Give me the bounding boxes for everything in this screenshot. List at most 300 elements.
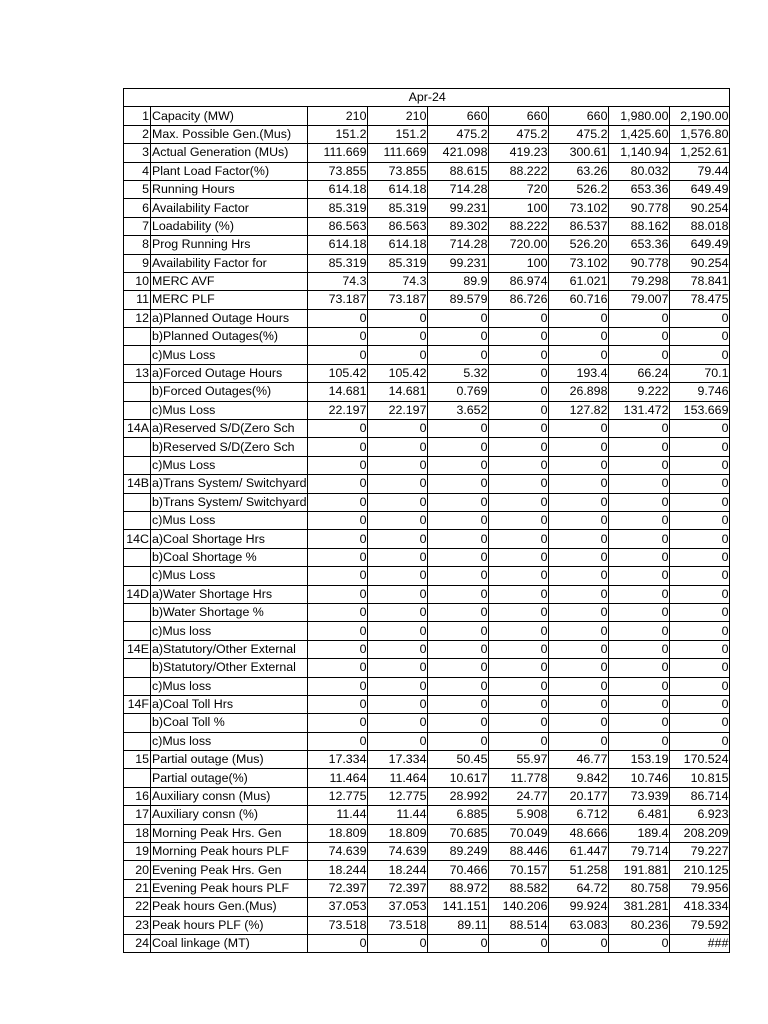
value-cell: 9.842 — [549, 769, 609, 787]
table-row — [124, 456, 730, 474]
row-number-cell: 24 — [124, 934, 151, 952]
value-cell: 0 — [308, 548, 368, 566]
value-cell: 0 — [670, 309, 730, 327]
value-cell: 18.809 — [368, 824, 428, 842]
value-cell: 0 — [609, 511, 670, 529]
value-cell: 0 — [428, 438, 489, 456]
row-label-cell: a)Coal Toll Hrs — [151, 695, 308, 713]
table-row — [124, 236, 730, 254]
value-cell: 0 — [489, 420, 549, 438]
row-number-cell — [124, 346, 151, 364]
value-cell: 0 — [670, 659, 730, 677]
row-label-cell: b)Water Shortage % — [151, 603, 308, 621]
table-row — [124, 530, 730, 548]
value-cell: 6.481 — [609, 806, 670, 824]
value-cell: 0 — [368, 475, 428, 493]
value-cell: 0 — [368, 530, 428, 548]
row-label-cell: Availability Factor — [151, 199, 308, 217]
row-number-cell: 23 — [124, 916, 151, 934]
value-cell: 85.319 — [308, 254, 368, 272]
value-cell: 11.778 — [489, 769, 549, 787]
value-cell: 714.28 — [428, 180, 489, 198]
value-cell: 0 — [308, 585, 368, 603]
value-cell: 0 — [670, 732, 730, 750]
value-cell: 0 — [670, 328, 730, 346]
value-cell: 0 — [308, 603, 368, 621]
value-cell: 0 — [368, 328, 428, 346]
row-label-cell: Availability Factor for — [151, 254, 308, 272]
value-cell: 0 — [670, 603, 730, 621]
value-cell: 0 — [609, 622, 670, 640]
value-cell: 0 — [489, 530, 549, 548]
table-row — [124, 603, 730, 621]
value-cell: 88.222 — [489, 162, 549, 180]
value-cell: 0 — [368, 603, 428, 621]
row-label-cell: Actual Generation (MUs) — [151, 144, 308, 162]
row-label-cell: b)Reserved S/D(Zero Sch — [151, 438, 308, 456]
value-cell: 0 — [489, 640, 549, 658]
value-cell: 86.714 — [670, 787, 730, 805]
value-cell: 60.716 — [549, 291, 609, 309]
value-cell: 90.254 — [670, 199, 730, 217]
value-cell: 22.197 — [368, 401, 428, 419]
value-cell: 614.18 — [308, 180, 368, 198]
value-cell: 78.841 — [670, 272, 730, 290]
value-cell: 0 — [428, 695, 489, 713]
value-cell: 0 — [308, 640, 368, 658]
value-cell: 0 — [489, 548, 549, 566]
value-cell: 80.236 — [609, 916, 670, 934]
value-cell: 0 — [609, 420, 670, 438]
value-cell: 0 — [609, 548, 670, 566]
value-cell: 0 — [368, 438, 428, 456]
value-cell: 89.579 — [428, 291, 489, 309]
value-cell: 50.45 — [428, 751, 489, 769]
row-label-cell: b)Coal Toll % — [151, 714, 308, 732]
value-cell: 0 — [609, 346, 670, 364]
value-cell: 0 — [489, 659, 549, 677]
table-row — [124, 328, 730, 346]
value-cell: 0 — [368, 346, 428, 364]
value-cell: 88.582 — [489, 879, 549, 897]
row-number-cell: 7 — [124, 217, 151, 235]
value-cell: 105.42 — [308, 364, 368, 382]
value-cell: 9.746 — [670, 383, 730, 401]
value-cell: 86.563 — [368, 217, 428, 235]
row-label-cell: a)Water Shortage Hrs — [151, 585, 308, 603]
value-cell: 73.855 — [308, 162, 368, 180]
row-number-cell: 22 — [124, 898, 151, 916]
row-label-cell: Running Hours — [151, 180, 308, 198]
value-cell: 86.974 — [489, 272, 549, 290]
value-cell: 99.231 — [428, 254, 489, 272]
value-cell: 18.244 — [368, 861, 428, 879]
table-row — [124, 291, 730, 309]
value-cell: 0 — [670, 567, 730, 585]
value-cell: 0 — [489, 677, 549, 695]
value-cell: 0 — [549, 622, 609, 640]
value-cell: 14.681 — [308, 383, 368, 401]
value-cell: 0 — [609, 603, 670, 621]
table-row — [124, 107, 730, 125]
value-cell: 63.083 — [549, 916, 609, 934]
row-number-cell: 14D — [124, 585, 151, 603]
value-cell: 0 — [549, 346, 609, 364]
value-cell: 0 — [609, 475, 670, 493]
value-cell: 0 — [489, 585, 549, 603]
value-cell: 0 — [428, 346, 489, 364]
value-cell: 79.714 — [609, 843, 670, 861]
value-cell: 72.397 — [368, 879, 428, 897]
table-row — [124, 879, 730, 897]
row-number-cell: 10 — [124, 272, 151, 290]
row-number-cell: 11 — [124, 291, 151, 309]
value-cell: 0 — [308, 346, 368, 364]
value-cell: 0 — [549, 309, 609, 327]
value-cell: 18.244 — [308, 861, 368, 879]
table-row — [124, 180, 730, 198]
value-cell: 0 — [609, 493, 670, 511]
row-label-cell: Evening Peak Hrs. Gen — [151, 861, 308, 879]
table-row — [124, 714, 730, 732]
table-row — [124, 217, 730, 235]
row-number-cell: 15 — [124, 751, 151, 769]
value-cell: 0 — [549, 585, 609, 603]
table-row — [124, 309, 730, 327]
value-cell: 2,190.00 — [670, 107, 730, 125]
value-cell: 61.447 — [549, 843, 609, 861]
value-cell: 0 — [489, 346, 549, 364]
value-cell: 526.20 — [549, 236, 609, 254]
value-cell: 0 — [609, 456, 670, 474]
value-cell: ### — [670, 934, 730, 952]
value-cell: 0 — [670, 622, 730, 640]
value-cell: 70.466 — [428, 861, 489, 879]
value-cell: 0 — [549, 328, 609, 346]
value-cell: 70.157 — [489, 861, 549, 879]
value-cell: 1,576.80 — [670, 125, 730, 143]
value-cell: 0 — [308, 677, 368, 695]
value-cell: 0 — [609, 328, 670, 346]
row-number-cell: 13 — [124, 364, 151, 382]
row-number-cell: 14F — [124, 695, 151, 713]
table-row — [124, 824, 730, 842]
value-cell: 0 — [489, 622, 549, 640]
table-row — [124, 787, 730, 805]
row-label-cell: b)Statutory/Other External — [151, 659, 308, 677]
table-row — [124, 934, 730, 952]
value-cell: 0 — [428, 456, 489, 474]
value-cell: 12.775 — [368, 787, 428, 805]
value-cell: 0 — [489, 934, 549, 952]
value-cell: 0 — [549, 420, 609, 438]
value-cell: 11.464 — [308, 769, 368, 787]
row-number-cell — [124, 401, 151, 419]
value-cell: 79.298 — [609, 272, 670, 290]
table-row — [124, 162, 730, 180]
value-cell: 0 — [609, 677, 670, 695]
row-number-cell — [124, 548, 151, 566]
value-cell: 131.472 — [609, 401, 670, 419]
value-cell: 0 — [549, 934, 609, 952]
row-number-cell: 12 — [124, 309, 151, 327]
row-label-cell: c)Mus Loss — [151, 401, 308, 419]
value-cell: 419.23 — [489, 144, 549, 162]
value-cell: 0 — [368, 456, 428, 474]
value-cell: 80.758 — [609, 879, 670, 897]
value-cell: 0 — [489, 567, 549, 585]
value-cell: 5.32 — [428, 364, 489, 382]
value-cell: 0 — [549, 530, 609, 548]
value-cell: 0 — [609, 309, 670, 327]
value-cell: 653.36 — [609, 180, 670, 198]
value-cell: 26.898 — [549, 383, 609, 401]
row-number-cell: 4 — [124, 162, 151, 180]
value-cell: 66.24 — [609, 364, 670, 382]
row-label-cell: b)Coal Shortage % — [151, 548, 308, 566]
value-cell: 88.446 — [489, 843, 549, 861]
row-label-cell: c)Mus Loss — [151, 346, 308, 364]
row-label-cell: Partial outage(%) — [151, 769, 308, 787]
value-cell: 614.18 — [368, 180, 428, 198]
value-cell: 0 — [308, 309, 368, 327]
row-number-cell: 14C — [124, 530, 151, 548]
value-cell: 74.3 — [368, 272, 428, 290]
value-cell: 0 — [549, 456, 609, 474]
value-cell: 660 — [489, 107, 549, 125]
value-cell: 170.524 — [670, 751, 730, 769]
value-cell: 88.162 — [609, 217, 670, 235]
value-cell: 0 — [308, 567, 368, 585]
table-row — [124, 420, 730, 438]
row-number-cell: 9 — [124, 254, 151, 272]
value-cell: 0 — [609, 714, 670, 732]
value-cell: 0 — [368, 548, 428, 566]
value-cell: 24.77 — [489, 787, 549, 805]
table-row — [124, 383, 730, 401]
row-number-cell — [124, 383, 151, 401]
value-cell: 714.28 — [428, 236, 489, 254]
value-cell: 70.049 — [489, 824, 549, 842]
row-label-cell: Prog Running Hrs — [151, 236, 308, 254]
value-cell: 193.4 — [549, 364, 609, 382]
row-number-cell — [124, 732, 151, 750]
row-number-cell: 14E — [124, 640, 151, 658]
value-cell: 653.36 — [609, 236, 670, 254]
value-cell: 0 — [609, 732, 670, 750]
value-cell: 614.18 — [368, 236, 428, 254]
row-number-cell — [124, 714, 151, 732]
value-cell: 0 — [609, 934, 670, 952]
value-cell: 0 — [308, 328, 368, 346]
row-label-cell: a)Statutory/Other External — [151, 640, 308, 658]
row-number-cell — [124, 603, 151, 621]
value-cell: 0 — [609, 585, 670, 603]
value-cell: 0 — [308, 456, 368, 474]
value-cell: 0 — [489, 309, 549, 327]
value-cell: 0 — [368, 640, 428, 658]
table-row — [124, 769, 730, 787]
table-row — [124, 548, 730, 566]
value-cell: 85.319 — [368, 199, 428, 217]
value-cell: 0 — [549, 475, 609, 493]
value-cell: 0 — [670, 475, 730, 493]
value-cell: 46.77 — [549, 751, 609, 769]
value-cell: 0 — [670, 456, 730, 474]
value-cell: 0 — [308, 714, 368, 732]
row-number-cell — [124, 456, 151, 474]
row-number-cell: 6 — [124, 199, 151, 217]
row-number-cell: 5 — [124, 180, 151, 198]
row-label-cell: Peak hours Gen.(Mus) — [151, 898, 308, 916]
table-row — [124, 475, 730, 493]
value-cell: 0 — [308, 732, 368, 750]
table-row — [124, 364, 730, 382]
value-cell: 0 — [428, 548, 489, 566]
value-cell: 37.053 — [308, 898, 368, 916]
value-cell: 0 — [549, 493, 609, 511]
value-cell: 9.222 — [609, 383, 670, 401]
row-number-cell — [124, 769, 151, 787]
value-cell: 10.746 — [609, 769, 670, 787]
value-cell: 0 — [428, 677, 489, 695]
table-row — [124, 751, 730, 769]
value-cell: 1,425.60 — [609, 125, 670, 143]
row-label-cell: c)Mus Loss — [151, 456, 308, 474]
month-header: Apr-24 — [124, 89, 730, 107]
value-cell: 0 — [308, 475, 368, 493]
value-cell: 86.537 — [549, 217, 609, 235]
value-cell: 0 — [368, 493, 428, 511]
table-row — [124, 272, 730, 290]
row-label-cell: MERC AVF — [151, 272, 308, 290]
row-label-cell: c)Mus loss — [151, 677, 308, 695]
table-row — [124, 677, 730, 695]
table-row — [124, 144, 730, 162]
value-cell: 10.617 — [428, 769, 489, 787]
value-cell: 89.11 — [428, 916, 489, 934]
value-cell: 614.18 — [308, 236, 368, 254]
value-cell: 99.924 — [549, 898, 609, 916]
value-cell: 73.187 — [308, 291, 368, 309]
value-cell: 0 — [670, 548, 730, 566]
value-cell: 0 — [549, 511, 609, 529]
table-row — [124, 622, 730, 640]
row-label-cell: Morning Peak hours PLF — [151, 843, 308, 861]
value-cell: 153.19 — [609, 751, 670, 769]
value-cell: 140.206 — [489, 898, 549, 916]
value-cell: 48.666 — [549, 824, 609, 842]
row-label-cell: b)Trans System/ Switchyard — [151, 493, 308, 511]
value-cell: 0 — [489, 456, 549, 474]
value-cell: 18.809 — [308, 824, 368, 842]
value-cell: 210 — [308, 107, 368, 125]
table-row — [124, 254, 730, 272]
row-number-cell — [124, 493, 151, 511]
table-row — [124, 585, 730, 603]
value-cell: 660 — [549, 107, 609, 125]
value-cell: 89.9 — [428, 272, 489, 290]
row-number-cell — [124, 511, 151, 529]
row-number-cell — [124, 438, 151, 456]
row-label-cell: Auxiliary consn (Mus) — [151, 787, 308, 805]
value-cell: 70.1 — [670, 364, 730, 382]
value-cell: 37.053 — [368, 898, 428, 916]
value-cell: 5.908 — [489, 806, 549, 824]
row-label-cell: Max. Possible Gen.(Mus) — [151, 125, 308, 143]
value-cell: 11.44 — [308, 806, 368, 824]
value-cell: 0 — [670, 714, 730, 732]
value-cell: 153.669 — [670, 401, 730, 419]
row-number-cell: 1 — [124, 107, 151, 125]
row-label-cell: a)Planned Outage Hours — [151, 309, 308, 327]
row-label-cell: Capacity (MW) — [151, 107, 308, 125]
value-cell: 79.44 — [670, 162, 730, 180]
value-cell: 0 — [308, 511, 368, 529]
value-cell: 79.956 — [670, 879, 730, 897]
value-cell: 0 — [489, 328, 549, 346]
value-cell: 17.334 — [308, 751, 368, 769]
value-cell: 300.61 — [549, 144, 609, 162]
value-cell: 72.397 — [308, 879, 368, 897]
header-row — [124, 89, 730, 107]
value-cell: 210 — [368, 107, 428, 125]
value-cell: 0 — [670, 585, 730, 603]
value-cell: 0 — [428, 309, 489, 327]
row-number-cell: 17 — [124, 806, 151, 824]
row-label-cell: Auxiliary consn (%) — [151, 806, 308, 824]
row-label-cell: Plant Load Factor(%) — [151, 162, 308, 180]
value-cell: 0 — [368, 732, 428, 750]
value-cell: 421.098 — [428, 144, 489, 162]
value-cell: 0 — [549, 659, 609, 677]
row-number-cell: 14B — [124, 475, 151, 493]
value-cell: 85.319 — [368, 254, 428, 272]
value-cell: 418.334 — [670, 898, 730, 916]
value-cell: 78.475 — [670, 291, 730, 309]
table-row — [124, 438, 730, 456]
value-cell: 0 — [549, 732, 609, 750]
value-cell: 0 — [428, 585, 489, 603]
row-number-cell: 20 — [124, 861, 151, 879]
value-cell: 0 — [609, 438, 670, 456]
row-number-cell: 8 — [124, 236, 151, 254]
row-label-cell: c)Mus loss — [151, 622, 308, 640]
value-cell: 0 — [428, 475, 489, 493]
value-cell: 79.592 — [670, 916, 730, 934]
value-cell: 0 — [489, 695, 549, 713]
row-number-cell — [124, 622, 151, 640]
value-cell: 0 — [609, 659, 670, 677]
row-label-cell: b)Planned Outages(%) — [151, 328, 308, 346]
value-cell: 0 — [670, 695, 730, 713]
value-cell: 0 — [549, 695, 609, 713]
value-cell: 88.222 — [489, 217, 549, 235]
value-cell: 0 — [368, 659, 428, 677]
value-cell: 1,980.00 — [609, 107, 670, 125]
value-cell: 1,140.94 — [609, 144, 670, 162]
value-cell: 0 — [308, 622, 368, 640]
value-cell: 0 — [549, 548, 609, 566]
value-cell: 6.923 — [670, 806, 730, 824]
value-cell: 73.102 — [549, 254, 609, 272]
value-cell: 0 — [368, 511, 428, 529]
table-row — [124, 861, 730, 879]
row-number-cell: 3 — [124, 144, 151, 162]
value-cell: 0 — [428, 493, 489, 511]
value-cell: 6.885 — [428, 806, 489, 824]
value-cell: 0 — [368, 309, 428, 327]
